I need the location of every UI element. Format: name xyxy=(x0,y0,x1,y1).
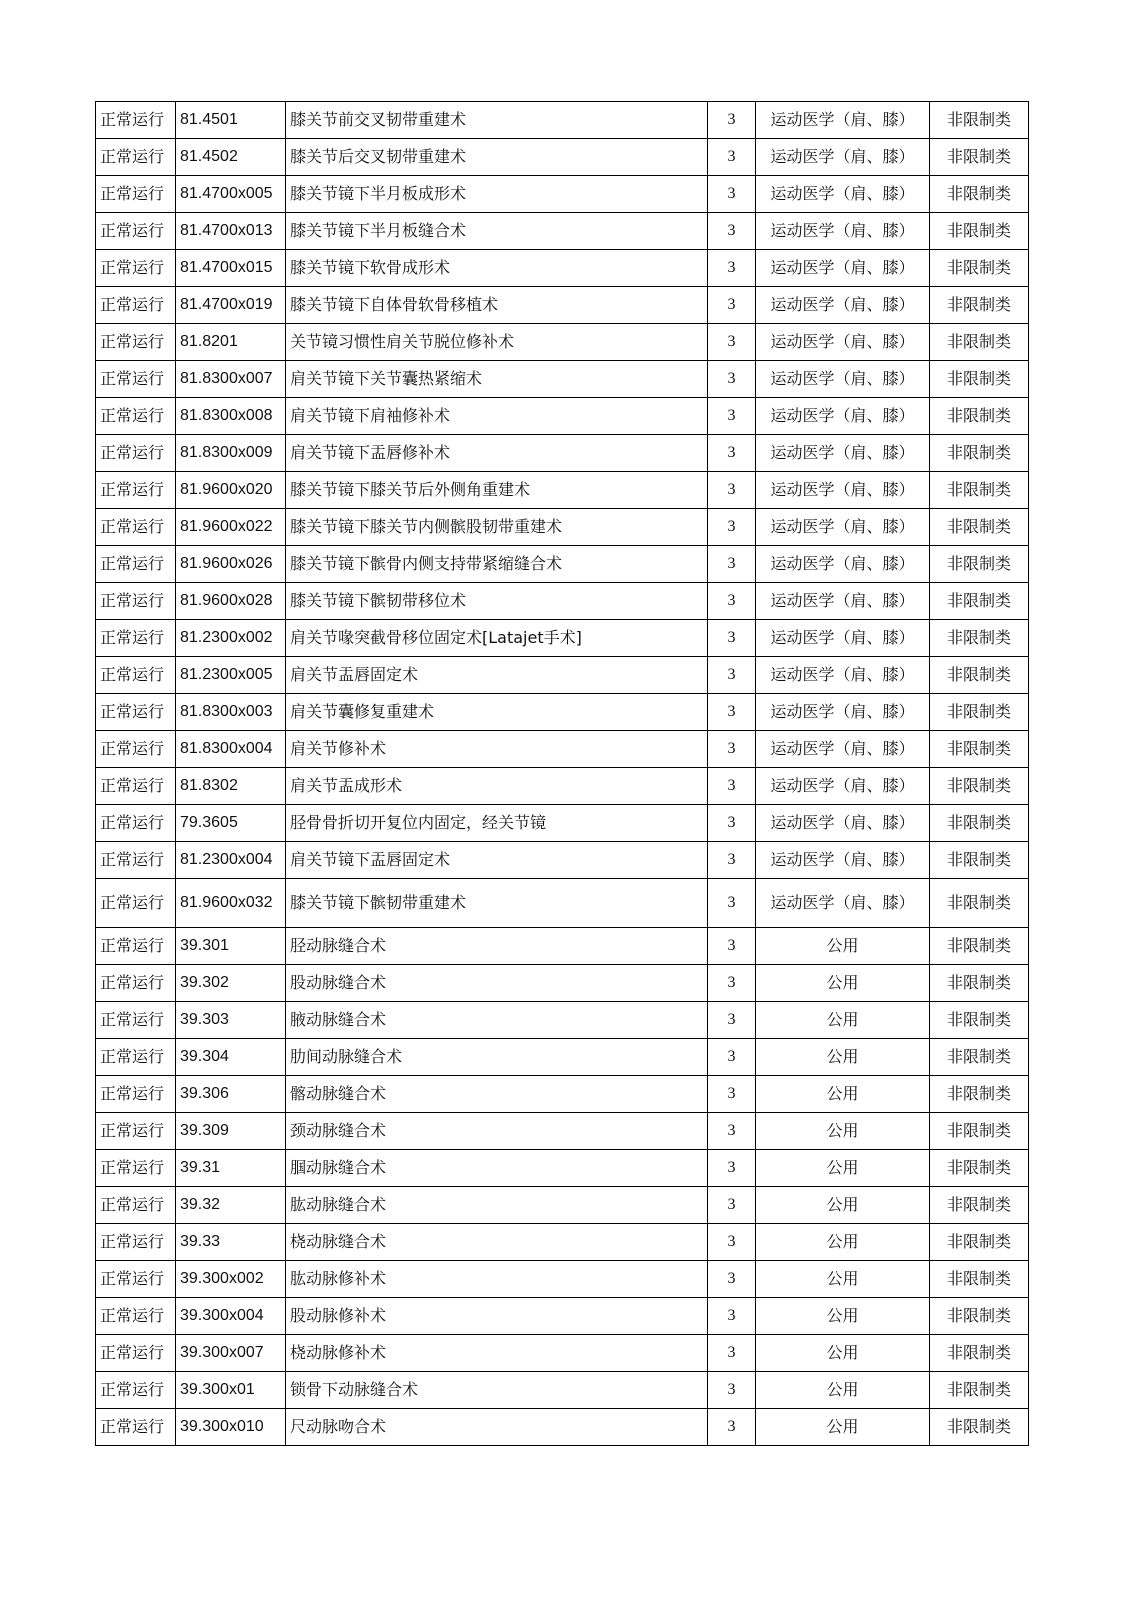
table-row xyxy=(96,1002,1029,1039)
department-cell: 运动医学（肩、膝） xyxy=(756,879,930,928)
department-cell: 运动医学（肩、膝） xyxy=(756,657,930,694)
department-cell: 公用 xyxy=(756,1298,930,1335)
procedure-name-cell: 膝关节镜下髌韧带移位术 xyxy=(286,583,708,620)
department-cell: 运动医学（肩、膝） xyxy=(756,694,930,731)
category-cell: 非限制类 xyxy=(930,1298,1029,1335)
table-row xyxy=(96,657,1029,694)
level-cell: 3 xyxy=(708,1113,756,1150)
procedure-name-cell: 肱动脉缝合术 xyxy=(286,1187,708,1224)
department-cell: 运动医学（肩、膝） xyxy=(756,287,930,324)
department-cell: 运动医学（肩、膝） xyxy=(756,509,930,546)
category-cell: 非限制类 xyxy=(930,176,1029,213)
procedure-name-cell: 胫骨骨折切开复位内固定，经关节镜 xyxy=(286,805,708,842)
level-cell: 3 xyxy=(708,842,756,879)
table-row xyxy=(96,1113,1029,1150)
table-row xyxy=(96,435,1029,472)
procedure-name-cell: 膝关节镜下自体骨软骨移植术 xyxy=(286,287,708,324)
level-cell: 3 xyxy=(708,287,756,324)
status-cell: 正常运行 xyxy=(96,1076,176,1113)
code-cell: 81.4502 xyxy=(176,139,286,176)
code-cell: 81.8300x003 xyxy=(176,694,286,731)
department-cell: 公用 xyxy=(756,1150,930,1187)
category-cell: 非限制类 xyxy=(930,509,1029,546)
status-cell: 正常运行 xyxy=(96,928,176,965)
procedure-name-cell: 关节镜习惯性肩关节脱位修补术 xyxy=(286,324,708,361)
table-row xyxy=(96,1298,1029,1335)
code-cell: 81.8300x007 xyxy=(176,361,286,398)
department-cell: 公用 xyxy=(756,1372,930,1409)
level-cell: 3 xyxy=(708,928,756,965)
code-cell: 39.300x007 xyxy=(176,1335,286,1372)
table-row xyxy=(96,250,1029,287)
level-cell: 3 xyxy=(708,435,756,472)
level-cell: 3 xyxy=(708,546,756,583)
procedure-name-cell: 肩关节囊修复重建术 xyxy=(286,694,708,731)
department-cell: 运动医学（肩、膝） xyxy=(756,620,930,657)
procedure-name-cell: 肩关节镜下关节囊热紧缩术 xyxy=(286,361,708,398)
code-cell: 39.300x010 xyxy=(176,1409,286,1446)
table-row xyxy=(96,398,1029,435)
level-cell: 3 xyxy=(708,398,756,435)
procedure-name-cell: 膝关节后交叉韧带重建术 xyxy=(286,139,708,176)
level-cell: 3 xyxy=(708,1298,756,1335)
department-cell: 公用 xyxy=(756,1187,930,1224)
status-cell: 正常运行 xyxy=(96,805,176,842)
level-cell: 3 xyxy=(708,694,756,731)
department-cell: 公用 xyxy=(756,1409,930,1446)
category-cell: 非限制类 xyxy=(930,398,1029,435)
status-cell: 正常运行 xyxy=(96,1039,176,1076)
status-cell: 正常运行 xyxy=(96,287,176,324)
department-cell: 运动医学（肩、膝） xyxy=(756,176,930,213)
code-cell: 39.300x002 xyxy=(176,1261,286,1298)
level-cell: 3 xyxy=(708,1150,756,1187)
code-cell: 81.8300x009 xyxy=(176,435,286,472)
category-cell: 非限制类 xyxy=(930,805,1029,842)
level-cell: 3 xyxy=(708,472,756,509)
procedure-name-cell: 肩关节修补术 xyxy=(286,731,708,768)
level-cell: 3 xyxy=(708,965,756,1002)
status-cell: 正常运行 xyxy=(96,1372,176,1409)
code-cell: 79.3605 xyxy=(176,805,286,842)
code-cell: 81.8300x004 xyxy=(176,731,286,768)
table-row xyxy=(96,1150,1029,1187)
department-cell: 运动医学（肩、膝） xyxy=(756,546,930,583)
department-cell: 公用 xyxy=(756,1039,930,1076)
procedure-name-cell: 尺动脉吻合术 xyxy=(286,1409,708,1446)
level-cell: 3 xyxy=(708,805,756,842)
status-cell: 正常运行 xyxy=(96,1224,176,1261)
level-cell: 3 xyxy=(708,768,756,805)
procedure-name-cell: 颈动脉缝合术 xyxy=(286,1113,708,1150)
procedure-name-cell: 肋间动脉缝合术 xyxy=(286,1039,708,1076)
department-cell: 运动医学（肩、膝） xyxy=(756,583,930,620)
department-cell: 公用 xyxy=(756,1076,930,1113)
status-cell: 正常运行 xyxy=(96,879,176,928)
level-cell: 3 xyxy=(708,1002,756,1039)
code-cell: 39.301 xyxy=(176,928,286,965)
category-cell: 非限制类 xyxy=(930,965,1029,1002)
status-cell: 正常运行 xyxy=(96,213,176,250)
procedure-name-cell: 肩关节盂成形术 xyxy=(286,768,708,805)
status-cell: 正常运行 xyxy=(96,1409,176,1446)
level-cell: 3 xyxy=(708,1409,756,1446)
category-cell: 非限制类 xyxy=(930,1372,1029,1409)
category-cell: 非限制类 xyxy=(930,620,1029,657)
table-row xyxy=(96,1039,1029,1076)
status-cell: 正常运行 xyxy=(96,398,176,435)
code-cell: 39.32 xyxy=(176,1187,286,1224)
code-cell: 81.8300x008 xyxy=(176,398,286,435)
procedure-name-cell: 肩关节喙突截骨移位固定术[Latajet手术] xyxy=(286,620,708,657)
table-row xyxy=(96,361,1029,398)
department-cell: 运动医学（肩、膝） xyxy=(756,398,930,435)
procedure-name-cell: 膝关节镜下半月板成形术 xyxy=(286,176,708,213)
level-cell: 3 xyxy=(708,620,756,657)
table-row xyxy=(96,1076,1029,1113)
code-cell: 39.309 xyxy=(176,1113,286,1150)
code-cell: 81.2300x004 xyxy=(176,842,286,879)
department-cell: 公用 xyxy=(756,1113,930,1150)
department-cell: 公用 xyxy=(756,1224,930,1261)
code-cell: 39.33 xyxy=(176,1224,286,1261)
procedure-name-cell: 桡动脉缝合术 xyxy=(286,1224,708,1261)
category-cell: 非限制类 xyxy=(930,842,1029,879)
table-row xyxy=(96,1409,1029,1446)
procedure-table xyxy=(95,101,1029,1446)
table-row xyxy=(96,472,1029,509)
table-row xyxy=(96,879,1029,928)
category-cell: 非限制类 xyxy=(930,1187,1029,1224)
level-cell: 3 xyxy=(708,1335,756,1372)
level-cell: 3 xyxy=(708,250,756,287)
code-cell: 81.2300x002 xyxy=(176,620,286,657)
procedure-name-cell: 膝关节镜下髌韧带重建术 xyxy=(286,879,708,928)
table-row xyxy=(96,1372,1029,1409)
status-cell: 正常运行 xyxy=(96,1335,176,1372)
table-row xyxy=(96,1335,1029,1372)
table-row xyxy=(96,805,1029,842)
category-cell: 非限制类 xyxy=(930,546,1029,583)
category-cell: 非限制类 xyxy=(930,1002,1029,1039)
level-cell: 3 xyxy=(708,509,756,546)
category-cell: 非限制类 xyxy=(930,583,1029,620)
code-cell: 81.4700x013 xyxy=(176,213,286,250)
category-cell: 非限制类 xyxy=(930,1076,1029,1113)
status-cell: 正常运行 xyxy=(96,583,176,620)
code-cell: 81.8302 xyxy=(176,768,286,805)
department-cell: 运动医学（肩、膝） xyxy=(756,842,930,879)
procedure-name-cell: 肩关节镜下盂唇修补术 xyxy=(286,435,708,472)
status-cell: 正常运行 xyxy=(96,546,176,583)
procedure-name-cell: 膝关节镜下半月板缝合术 xyxy=(286,213,708,250)
table-body xyxy=(96,102,1029,1446)
category-cell: 非限制类 xyxy=(930,139,1029,176)
code-cell: 81.4700x019 xyxy=(176,287,286,324)
table-row xyxy=(96,620,1029,657)
code-cell: 81.9600x020 xyxy=(176,472,286,509)
level-cell: 3 xyxy=(708,176,756,213)
level-cell: 3 xyxy=(708,657,756,694)
department-cell: 运动医学（肩、膝） xyxy=(756,361,930,398)
code-cell: 39.303 xyxy=(176,1002,286,1039)
procedure-name-cell: 腘动脉缝合术 xyxy=(286,1150,708,1187)
status-cell: 正常运行 xyxy=(96,1113,176,1150)
code-cell: 81.9600x022 xyxy=(176,509,286,546)
status-cell: 正常运行 xyxy=(96,324,176,361)
department-cell: 运动医学（肩、膝） xyxy=(756,213,930,250)
procedure-name-cell: 膝关节镜下软骨成形术 xyxy=(286,250,708,287)
table-row xyxy=(96,965,1029,1002)
department-cell: 运动医学（肩、膝） xyxy=(756,805,930,842)
category-cell: 非限制类 xyxy=(930,1039,1029,1076)
code-cell: 39.300x01 xyxy=(176,1372,286,1409)
department-cell: 运动医学（肩、膝） xyxy=(756,102,930,139)
category-cell: 非限制类 xyxy=(930,694,1029,731)
table-row xyxy=(96,287,1029,324)
level-cell: 3 xyxy=(708,583,756,620)
procedure-name-cell: 腋动脉缝合术 xyxy=(286,1002,708,1039)
status-cell: 正常运行 xyxy=(96,1261,176,1298)
table-row xyxy=(96,694,1029,731)
code-cell: 81.4700x005 xyxy=(176,176,286,213)
status-cell: 正常运行 xyxy=(96,176,176,213)
level-cell: 3 xyxy=(708,1039,756,1076)
table-row xyxy=(96,546,1029,583)
procedure-name-cell: 膝关节镜下膝关节内侧髌股韧带重建术 xyxy=(286,509,708,546)
category-cell: 非限制类 xyxy=(930,768,1029,805)
procedure-name-cell: 肩关节盂唇固定术 xyxy=(286,657,708,694)
department-cell: 运动医学（肩、膝） xyxy=(756,472,930,509)
level-cell: 3 xyxy=(708,1224,756,1261)
department-cell: 运动医学（肩、膝） xyxy=(756,435,930,472)
department-cell: 运动医学（肩、膝） xyxy=(756,731,930,768)
status-cell: 正常运行 xyxy=(96,620,176,657)
procedure-name-cell: 股动脉缝合术 xyxy=(286,965,708,1002)
table-row xyxy=(96,324,1029,361)
level-cell: 3 xyxy=(708,731,756,768)
code-cell: 81.2300x005 xyxy=(176,657,286,694)
table-row xyxy=(96,1261,1029,1298)
department-cell: 公用 xyxy=(756,1261,930,1298)
procedure-name-cell: 膝关节镜下髌骨内侧支持带紧缩缝合术 xyxy=(286,546,708,583)
department-cell: 运动医学（肩、膝） xyxy=(756,250,930,287)
procedure-name-cell: 肩关节镜下肩袖修补术 xyxy=(286,398,708,435)
procedure-name-cell: 桡动脉修补术 xyxy=(286,1335,708,1372)
table-row xyxy=(96,509,1029,546)
procedure-name-cell: 髂动脉缝合术 xyxy=(286,1076,708,1113)
procedure-name-cell: 胫动脉缝合术 xyxy=(286,928,708,965)
level-cell: 3 xyxy=(708,1261,756,1298)
code-cell: 39.300x004 xyxy=(176,1298,286,1335)
level-cell: 3 xyxy=(708,213,756,250)
category-cell: 非限制类 xyxy=(930,472,1029,509)
level-cell: 3 xyxy=(708,361,756,398)
table-row xyxy=(96,102,1029,139)
code-cell: 81.9600x028 xyxy=(176,583,286,620)
table-row xyxy=(96,768,1029,805)
code-cell: 81.4501 xyxy=(176,102,286,139)
table-row xyxy=(96,731,1029,768)
code-cell: 39.302 xyxy=(176,965,286,1002)
category-cell: 非限制类 xyxy=(930,324,1029,361)
level-cell: 3 xyxy=(708,879,756,928)
category-cell: 非限制类 xyxy=(930,879,1029,928)
code-cell: 39.304 xyxy=(176,1039,286,1076)
category-cell: 非限制类 xyxy=(930,1261,1029,1298)
level-cell: 3 xyxy=(708,139,756,176)
table-row xyxy=(96,1187,1029,1224)
category-cell: 非限制类 xyxy=(930,102,1029,139)
category-cell: 非限制类 xyxy=(930,361,1029,398)
department-cell: 运动医学（肩、膝） xyxy=(756,768,930,805)
category-cell: 非限制类 xyxy=(930,213,1029,250)
category-cell: 非限制类 xyxy=(930,1150,1029,1187)
status-cell: 正常运行 xyxy=(96,1150,176,1187)
status-cell: 正常运行 xyxy=(96,361,176,398)
procedure-name-cell: 股动脉修补术 xyxy=(286,1298,708,1335)
table-row xyxy=(96,139,1029,176)
department-cell: 公用 xyxy=(756,928,930,965)
department-cell: 运动医学（肩、膝） xyxy=(756,139,930,176)
level-cell: 3 xyxy=(708,1187,756,1224)
code-cell: 39.306 xyxy=(176,1076,286,1113)
status-cell: 正常运行 xyxy=(96,842,176,879)
category-cell: 非限制类 xyxy=(930,1113,1029,1150)
category-cell: 非限制类 xyxy=(930,1224,1029,1261)
status-cell: 正常运行 xyxy=(96,1002,176,1039)
category-cell: 非限制类 xyxy=(930,657,1029,694)
code-cell: 81.9600x032 xyxy=(176,879,286,928)
category-cell: 非限制类 xyxy=(930,1409,1029,1446)
table-row xyxy=(96,842,1029,879)
status-cell: 正常运行 xyxy=(96,768,176,805)
category-cell: 非限制类 xyxy=(930,731,1029,768)
procedure-name-cell: 膝关节前交叉韧带重建术 xyxy=(286,102,708,139)
procedure-name-cell: 锁骨下动脉缝合术 xyxy=(286,1372,708,1409)
department-cell: 公用 xyxy=(756,1335,930,1372)
category-cell: 非限制类 xyxy=(930,928,1029,965)
table-row xyxy=(96,213,1029,250)
category-cell: 非限制类 xyxy=(930,435,1029,472)
status-cell: 正常运行 xyxy=(96,250,176,287)
status-cell: 正常运行 xyxy=(96,509,176,546)
level-cell: 3 xyxy=(708,102,756,139)
procedure-name-cell: 肱动脉修补术 xyxy=(286,1261,708,1298)
level-cell: 3 xyxy=(708,324,756,361)
code-cell: 81.9600x026 xyxy=(176,546,286,583)
status-cell: 正常运行 xyxy=(96,1187,176,1224)
status-cell: 正常运行 xyxy=(96,1298,176,1335)
procedure-name-cell: 膝关节镜下膝关节后外侧角重建术 xyxy=(286,472,708,509)
status-cell: 正常运行 xyxy=(96,435,176,472)
status-cell: 正常运行 xyxy=(96,102,176,139)
code-cell: 81.4700x015 xyxy=(176,250,286,287)
status-cell: 正常运行 xyxy=(96,657,176,694)
status-cell: 正常运行 xyxy=(96,965,176,1002)
department-cell: 公用 xyxy=(756,965,930,1002)
status-cell: 正常运行 xyxy=(96,139,176,176)
category-cell: 非限制类 xyxy=(930,1335,1029,1372)
status-cell: 正常运行 xyxy=(96,694,176,731)
category-cell: 非限制类 xyxy=(930,250,1029,287)
code-cell: 81.8201 xyxy=(176,324,286,361)
table-row xyxy=(96,583,1029,620)
department-cell: 运动医学（肩、膝） xyxy=(756,324,930,361)
status-cell: 正常运行 xyxy=(96,731,176,768)
status-cell: 正常运行 xyxy=(96,472,176,509)
department-cell: 公用 xyxy=(756,1002,930,1039)
code-cell: 39.31 xyxy=(176,1150,286,1187)
procedure-name-cell: 肩关节镜下盂唇固定术 xyxy=(286,842,708,879)
table-row xyxy=(96,1224,1029,1261)
level-cell: 3 xyxy=(708,1372,756,1409)
category-cell: 非限制类 xyxy=(930,287,1029,324)
table-row xyxy=(96,176,1029,213)
level-cell: 3 xyxy=(708,1076,756,1113)
table-row xyxy=(96,928,1029,965)
